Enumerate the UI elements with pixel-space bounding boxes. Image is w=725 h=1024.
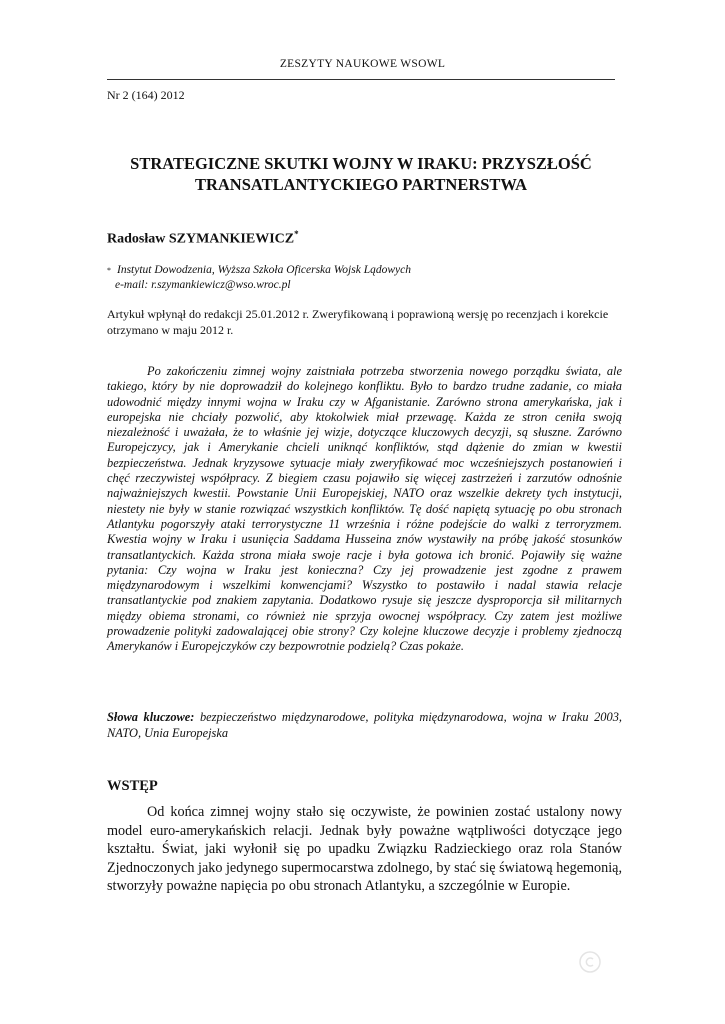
affiliation-mark: * bbox=[107, 266, 111, 275]
keywords-list: bezpieczeństwo międzynarodowe, polityka międzynarodowa, wojna w Iraku 2003, NATO, Unia Europejska bbox=[107, 710, 622, 740]
affiliation-block bbox=[107, 263, 411, 293]
intro-paragraph: Od końca zimnej wojny stało się oczywiste, że powinien zostać ustalony nowy model euro-amerykańskich relacji. Jednak były poważne wątpliwości dotyczące jego kształtu. Świat, jaki wyłonił się po upadku Związku Radzieckiego oraz rola Stanów Zjednoczonych jako jedynego supermocarstwa zdolnego, by stać się światową hegemonią, stworzyły poważne napięcia po obu stronach Atlantyku, a szczególnie w Europie. bbox=[107, 804, 622, 894]
section-heading: WSTĘP bbox=[107, 778, 158, 794]
keywords bbox=[107, 710, 622, 741]
keywords-label: Słowa kluczowe: bbox=[107, 710, 195, 724]
copyright-watermark-icon bbox=[578, 950, 602, 974]
author-name: Radosław SZYMANKIEWICZ bbox=[107, 231, 295, 247]
author-footnote-mark: * bbox=[294, 229, 299, 239]
header-rule bbox=[107, 79, 615, 80]
running-head: ZESZYTY NAUKOWE WSOWL bbox=[279, 58, 446, 70]
affiliation: Instytut Dowodzenia, Wyższa Szkoła Oficerska Wojsk Lądowych bbox=[117, 264, 411, 276]
author bbox=[107, 229, 299, 248]
author-email: e-mail: r.szymankiewicz@wso.wroc.pl bbox=[115, 279, 291, 291]
issue-number: Nr 2 (164) 2012 bbox=[107, 88, 185, 102]
article-title: STRATEGICZNE SKUTKI WOJNY W IRAKU: PRZYSZŁOŚĆ TRANSATLANTYCKIEGO PARTNERSTWA bbox=[130, 154, 592, 194]
abstract: Po zakończeniu zimnej wojny zaistniała potrzeba stworzenia nowego porządku świata, ale takiego, który by nie doprowadził do kolejnego konfliktu. Było to bardzo trudne zadanie, co miała udowodnić między innymi wojna w Iraku czy w Afganistanie. Zarówno strona amerykańska, jak i europejska nie chciały pozwolić, aby ktokolwiek miał przewagę. Każda ze stron ceniła swoją niezależność i uważała, że to właśnie jej wizje, dotyczące kluczowych decyzji, są słuszne. Zarówno Europejczycy, jak i Amerykanie chcieli uniknąć konfliktów, stąd dążenie do zmian w kwestii bezpieczeństwa. Jednak kryzysowe sytuacje miały zweryfikować moc wcześniejszych postanowień i chęć rzeczywistej współpracy. Z biegiem czasu pojawiło się więcej zastrzeżeń i zarzutów odnośnie najważniejszych kwestii. Powstanie Unii Europejskiej, NATO oraz wszelkie dekrety tych instytucji, niestety nie były w stanie rozwiązać wszystkich konfliktów. Tę dość napiętą sytuację po obu stronach Atlantyku pogorszyły ataki terrorystyczne 11 września i różne podejście do walki z terroryzmem. Kwestia wojny w Iraku i usunięcia Saddama Husseina znów wystawiły na próbę jakość stosunków transatlantyckich. Każda strona miała swoje racje i była gotowa ich bronić. Pojawiły się ważne pytania: Czy wojna w Iraku jest konieczna? Czy jej prowadzenie jest zgodne z prawem międzynarodowym i wszelkimi konwencjami? Wszystko to postawiło i nadal stawia relacje transatlantyckie pod znakiem zapytania. Dodatkowo rysuje się jeszcze dysproporcja sił militarnych między obiema stronami, co również nie sprzyja owocnej współpracy. Czy zatem jest możliwe prowadzenie polityki zadowalającej obie strony? Czy kolejne kluczowe decyzje i problemy zjednoczą Amerykanów i Europejczyków czy bezpowrotnie podzielą? Czas pokaże. bbox=[107, 364, 622, 654]
affiliation-line bbox=[107, 263, 411, 278]
received-note: Artykuł wpłynął do redakcji 25.01.2012 r. Zweryfikowaną i poprawioną wersję po recenzjach i korekcie otrzymano w maju 2012 r. bbox=[107, 307, 609, 337]
